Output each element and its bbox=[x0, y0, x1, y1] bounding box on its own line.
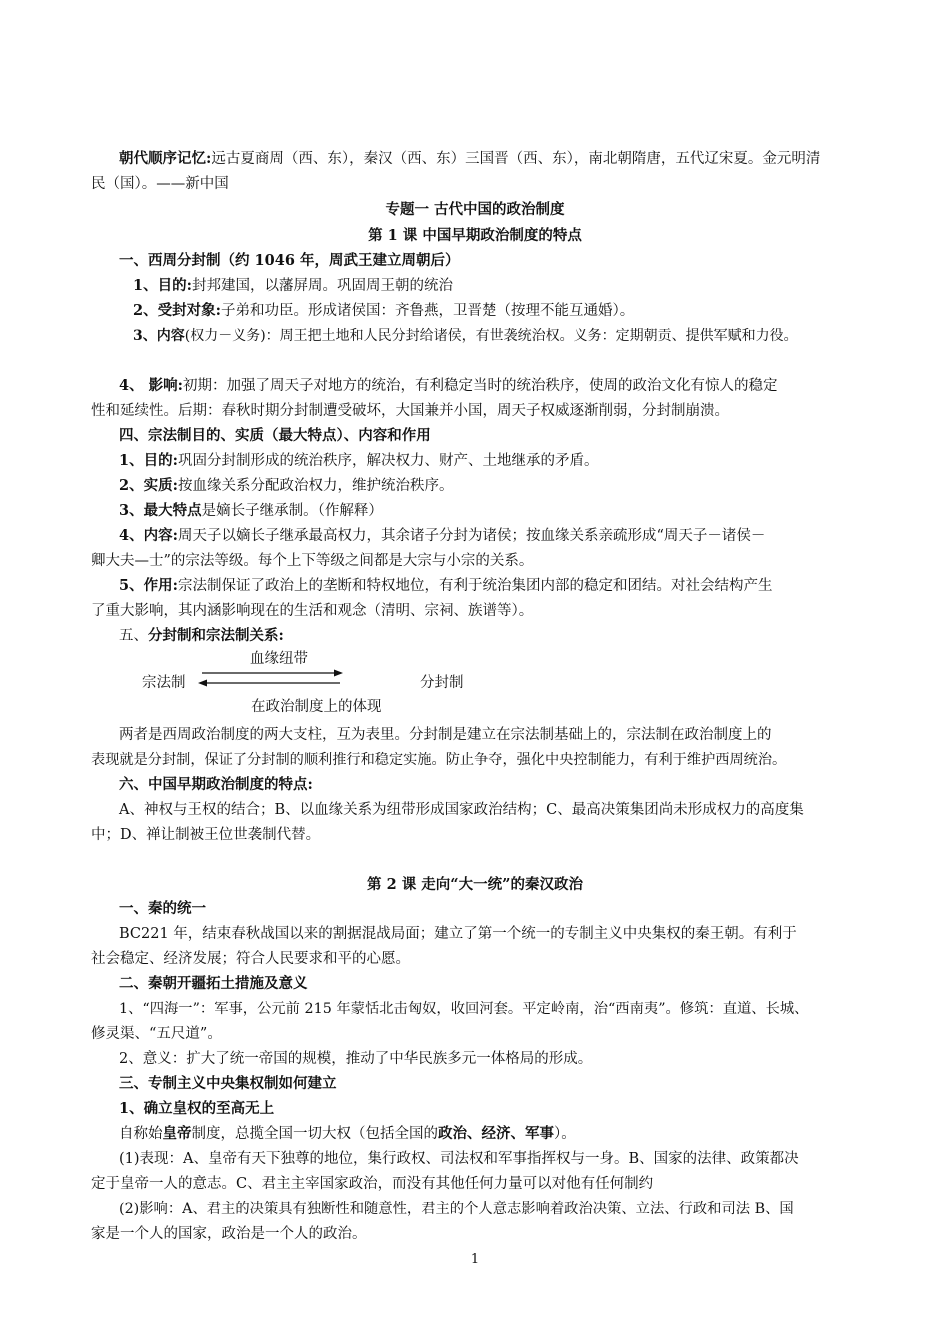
l2-s3-sub-text-c: 制度，总揽全国一切大权（包括全国的 bbox=[191, 1126, 438, 1142]
l1-s1-item-1-text: 封邦建国，以藩屏周。巩固周王朝的统治 bbox=[191, 278, 453, 294]
l1-s4-heading: 四、宗法制目的、实质（最大特点）、内容和作用 bbox=[119, 427, 431, 444]
l2-s3-sub-text-a: 自称始 bbox=[119, 1126, 163, 1142]
l1-s4-item-5-text-2: 了重大影响，其内涵影响现在的生活和观念（清明、宗祠、族谱等）。 bbox=[91, 603, 534, 619]
l1-s6-text-1: A、神权与王权的结合；B、以血缘关系为纽带形成国家政治结构；C、最高决策集团尚未形成权力的高度集 bbox=[119, 802, 804, 818]
intro-text-2: 民（国）。——新中国 bbox=[91, 176, 229, 192]
l1-s4-item-2-text: 按血缘关系分配政治权力，维护统治秩序。 bbox=[177, 478, 454, 494]
l2-s3-heading: 三、专制主义中央集权制如何建立 bbox=[119, 1075, 337, 1092]
l2-s1-text-1: BC221 年，结束春秋战国以来的割据混战局面；建立了第一个统一的专制主义中央集权的秦王朝。有利于 bbox=[119, 926, 797, 942]
l2-s2-item-2: 2、意义：扩大了统一帝国的规模，推动了中华民族多元一体格局的形成。 bbox=[119, 1051, 593, 1067]
intro-line-1 bbox=[119, 150, 820, 168]
diagram-label-top: 血缘纽带 bbox=[250, 651, 308, 667]
l1-s4-item-1-label: 1、目的: bbox=[119, 452, 178, 469]
l1-s4-item-5-label: 5、作用: bbox=[119, 577, 178, 594]
l1-s4-item-5 bbox=[119, 577, 772, 595]
l1-s1-item-1 bbox=[133, 277, 453, 295]
l2-s3-p2-text-2: 家是一个人的国家，政治是一个人的政治。 bbox=[91, 1226, 367, 1242]
l1-s1-item-1-label: 1、目的: bbox=[133, 277, 192, 294]
l2-s3-sub-text bbox=[119, 1125, 576, 1143]
l2-s3-p1-text-2: 定于皇帝一人的意志。C、君主主宰国家政治，而没有其他任何力量可以对他有任何制约 bbox=[91, 1176, 654, 1192]
l2-s3-sub-text-b: 皇帝 bbox=[162, 1125, 192, 1142]
l2-s3-sub-text-d: 政治、经济、军事 bbox=[438, 1125, 554, 1142]
l1-s4-item-3-text: 是嫡长子继承制。（作解释） bbox=[201, 503, 383, 519]
l1-s5-text-2: 表现就是分封制，保证了分封制的顺利推行和稳定实施。防止争夺，强化中央控制能力，有利于维护西周统治。 bbox=[91, 752, 787, 768]
relationship-diagram bbox=[140, 650, 480, 720]
l1-s4-item-3 bbox=[119, 502, 383, 520]
l1-s4-item-1-text: 巩固分封制形成的统治秩序，解决权力、财产、土地继承的矛盾。 bbox=[177, 453, 599, 469]
l1-s4-item-4-text-2: 卿大夫—士”的宗法等级。每个上下等级之间都是大宗与小宗的关系。 bbox=[91, 553, 534, 569]
l1-s1-item-4-text-1: 初期：加强了周天子对地方的统治，有利稳定当时的统治秩序，使周的政治文化有惊人的稳定 bbox=[183, 378, 778, 394]
l1-s4-item-4 bbox=[119, 527, 765, 545]
intro-text-1: 远古夏商周（西、东），秦汉（西、东）三国晋（西、东），南北朝隋唐，五代辽宋夏。金元明清 bbox=[211, 151, 821, 167]
diagram-label-left: 宗法制 bbox=[142, 675, 186, 691]
l2-s2-item-1-text-1: 1、“四海一”：军事，公元前 215 年蒙恬北击匈奴，收回河套。平定岭南，治“西南夷”。修筑：直道、长城、 bbox=[119, 1001, 809, 1017]
lesson2-title: 第 2 课 走向“大一统”的秦汉政治 bbox=[367, 876, 583, 893]
l1-s6-text-2: 中；D、禅让制被王位世袭制代替。 bbox=[91, 827, 321, 843]
l1-s5-heading-text: 分封制和宗法制关系: bbox=[148, 627, 284, 644]
topic-title: 专题一 古代中国的政治制度 bbox=[385, 201, 565, 218]
l2-s3-p1-text-1: (1)表现：A、皇帝有天下独尊的地位，集行政权、司法权和军事指挥权与一身。B、国家的法律、政策都决 bbox=[119, 1151, 799, 1167]
l2-s3-sub-text-e: ）。 bbox=[554, 1126, 576, 1142]
l1-s1-item-3-text: (权力－义务)：周王把土地和人民分封给诸侯，有世袭统治权。义务：定期朝贡、提供军赋和力役。 bbox=[184, 328, 798, 344]
l1-s4-item-1 bbox=[119, 452, 598, 470]
l1-s1-item-2 bbox=[133, 302, 634, 320]
l1-s1-heading: 一、西周分封制（约 1046 年，周武王建立周朝后） bbox=[119, 252, 460, 269]
l1-s6-heading: 六、中国早期政治制度的特点: bbox=[119, 776, 313, 793]
l1-s4-item-4-text-1: 周天子以嫡长子继承最高权力，其余诸子分封为诸侯；按血缘关系亲疏形成“周天子－诸侯－ bbox=[177, 528, 766, 544]
l2-s2-heading: 二、秦朝开疆拓土措施及意义 bbox=[119, 975, 308, 992]
l1-s4-item-5-text-1: 宗法制保证了政治上的垄断和特权地位，有利于统治集团内部的稳定和团结。对社会结构产生 bbox=[177, 578, 773, 594]
l1-s4-item-2-label: 2、实质: bbox=[119, 477, 178, 494]
l1-s5-text-1: 两者是西周政治制度的两大支柱，互为表里。分封制是建立在宗法制基础上的，宗法制在政治制度上的 bbox=[119, 727, 772, 743]
diagram-label-bottom: 在政治制度上的体现 bbox=[251, 699, 382, 715]
l2-s1-heading: 一、秦的统一 bbox=[119, 900, 206, 917]
intro-label: 朝代顺序记忆: bbox=[119, 150, 212, 167]
l1-s1-item-4-label: 4、 影响: bbox=[119, 377, 183, 394]
l1-s5-heading bbox=[119, 627, 284, 645]
lesson1-title: 第 1 课 中国早期政治制度的特点 bbox=[368, 227, 582, 244]
l1-s4-item-3-label: 3、最大特点 bbox=[119, 502, 202, 519]
l1-s1-item-2-text: 子弟和功臣。形成诸侯国：齐鲁燕，卫晋楚（按理不能互通婚）。 bbox=[220, 303, 635, 319]
l1-s1-item-4 bbox=[119, 377, 778, 395]
l1-s5-heading-prefix: 五、 bbox=[119, 628, 148, 644]
l1-s1-item-3 bbox=[133, 327, 798, 345]
diagram-label-right: 分封制 bbox=[420, 675, 464, 691]
l1-s4-item-4-label: 4、内容: bbox=[119, 527, 178, 544]
page-number: 1 bbox=[470, 1252, 480, 1267]
l1-s1-item-3-label: 3、内容 bbox=[133, 328, 185, 344]
l1-s1-item-4-text-2: 性和延续性。后期：春秋时期分封制遭受破坏，大国兼并小国，周天子权威逐渐削弱，分封制崩溃。 bbox=[91, 403, 729, 419]
l2-s2-item-1-text-2: 修灵渠、“五尺道”。 bbox=[91, 1026, 222, 1042]
l1-s1-item-2-label: 2、受封对象: bbox=[133, 302, 221, 319]
l2-s1-text-2: 社会稳定、经济发展；符合人民要求和平的心愿。 bbox=[91, 951, 410, 967]
l1-s4-item-2 bbox=[119, 477, 453, 495]
l2-s3-sub-heading: 1、确立皇权的至高无上 bbox=[119, 1100, 275, 1117]
l2-s3-p2-text-1: (2)影响：A、君主的决策具有独断性和随意性，君主的个人意志影响着政治决策、立法、行政和司法 B、国 bbox=[119, 1201, 794, 1217]
